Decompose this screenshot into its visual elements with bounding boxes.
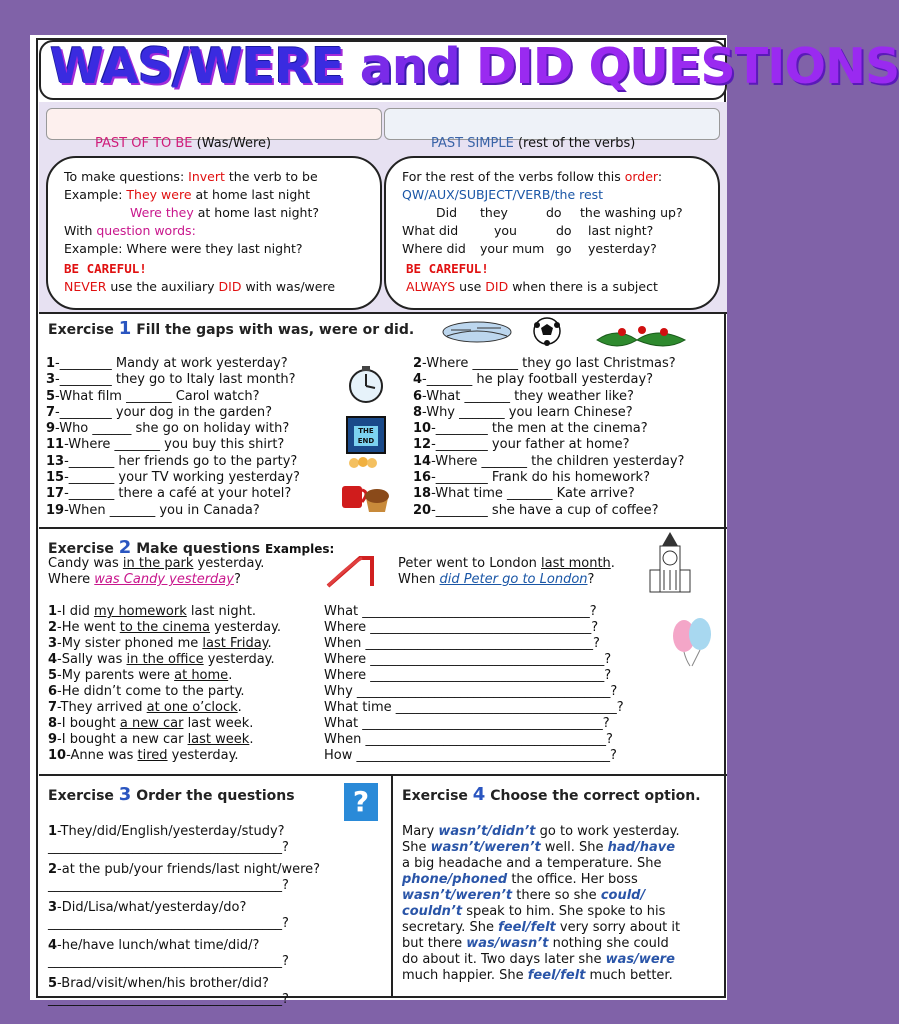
item-text: -I bought a new car — [57, 732, 188, 747]
example-question: When did Peter go to London? — [398, 572, 595, 587]
exercise-1-item — [46, 454, 300, 470]
exercise-2-statement — [48, 716, 281, 732]
answer-line: What ___________________________________? — [324, 604, 597, 619]
title-part-did-questions: DID QUESTIONS — [475, 38, 899, 95]
holly-icon — [592, 320, 692, 350]
exercise-1-heading: Exercise 1 Fill the gaps with was, were or did. — [48, 318, 415, 339]
exercise-3-heading: Exercise 3 Order the questions — [48, 784, 295, 805]
item-text: yesterday. — [210, 620, 282, 635]
item-text: -What time _______ Kate arrive? — [431, 486, 635, 502]
rule-line: NEVER use the auxiliary DID with was/were — [64, 279, 336, 294]
item-number: 10 — [48, 748, 67, 763]
option-choice: was/were — [605, 952, 675, 967]
item-text: -________ Mandy at work yesterday? — [55, 356, 288, 371]
item-text: -Anne was — [66, 748, 138, 763]
example-row: What did you do last night? — [402, 223, 654, 238]
exercise-3-item — [48, 824, 320, 840]
item-text: yesterday. — [167, 748, 239, 763]
exercise-1-item — [46, 470, 300, 486]
item-text: -at the pub/your friends/last night/were? — [57, 862, 321, 877]
answer-line: ____________________________________? — [48, 878, 289, 893]
underlined-part: last week — [187, 732, 250, 747]
item-number: 17 — [46, 486, 65, 502]
passage-line — [402, 968, 680, 984]
passage-line — [402, 920, 680, 936]
item-number: 4 — [413, 372, 423, 388]
item-text: last night. — [186, 604, 257, 619]
item-text: -I bought — [57, 716, 120, 731]
title-part-was-were: WAS/WERE — [50, 38, 344, 95]
word-order-formula: QW/AUX/SUBJECT/VERB/the rest — [402, 187, 604, 202]
item-text: -________ Frank do his homework? — [431, 470, 650, 486]
exercise-3-items — [48, 824, 320, 1014]
item-number: 4 — [48, 652, 58, 667]
passage-text: do about it. Two days later she — [402, 952, 606, 967]
item-text: -My sister phoned me — [57, 636, 203, 651]
header-rest: (rest of the verbs) — [513, 136, 636, 151]
exercise-2-statements — [48, 604, 281, 764]
passage-text: Mary — [402, 824, 439, 839]
option-choice: had/have — [607, 840, 676, 855]
exercise-1-item — [413, 405, 684, 421]
passage-line — [402, 904, 680, 920]
divider — [39, 774, 727, 776]
example-statement: Peter went to London last month. — [398, 556, 615, 571]
item-number: 2 — [48, 620, 58, 635]
exercise-2-statement — [48, 748, 281, 764]
passage-line — [402, 856, 680, 872]
option-choice: wasn’t/didn’t — [438, 824, 536, 839]
item-text: -Did/Lisa/what/yesterday/do? — [57, 900, 247, 915]
past-simple-rules — [402, 168, 683, 296]
option-choice: could/ — [600, 888, 646, 903]
underlined-part: my homework — [93, 604, 187, 619]
item-number: 3 — [46, 372, 56, 388]
underlined-part: at home — [174, 668, 229, 683]
passage-line — [402, 824, 680, 840]
item-number: 5 — [46, 388, 56, 404]
rule-line: To make questions: Invert the verb to be — [64, 169, 318, 184]
option-choice: was/wasn’t — [466, 936, 549, 951]
passage-text: the office. Her boss — [507, 872, 638, 887]
answer-line: What _____________________________________? — [324, 716, 610, 731]
passage-text: She — [402, 840, 431, 855]
passage-text: a big headache and a temperature. She — [402, 856, 662, 871]
exercise-1-item — [413, 486, 684, 502]
exercise-2-heading: Exercise 2 Make questions Examples: — [48, 537, 335, 558]
answer-line: When ___________________________________? — [324, 636, 600, 651]
item-text: -Where _______ the children yesterday? — [431, 453, 685, 469]
item-number: 5 — [48, 668, 58, 683]
item-text: -________ the men at the cinema? — [431, 421, 648, 437]
item-text: -When _______ you in Canada? — [64, 502, 260, 518]
item-number: 1 — [46, 356, 56, 371]
item-text: -_______ her friends go to the party? — [64, 453, 298, 469]
item-text: -________ your father at home? — [431, 437, 630, 453]
popcorn-icon — [346, 456, 380, 470]
item-number: 11 — [46, 437, 65, 453]
answer-line: When _____________________________________? — [324, 732, 613, 747]
question-mark-icon: ? — [344, 783, 378, 821]
item-text: -What _______ they weather like? — [422, 388, 634, 404]
title-part-and: and — [343, 38, 476, 95]
exercise-1-item — [413, 421, 684, 437]
passage-line — [402, 952, 680, 968]
exercise-1-item — [46, 503, 300, 519]
item-number: 13 — [46, 453, 65, 469]
page-title — [50, 38, 899, 95]
item-number: 3 — [48, 900, 58, 915]
film-end-text: THE END — [354, 426, 378, 446]
exercise-1-item — [46, 389, 300, 405]
passage-text: there so she — [512, 888, 601, 903]
item-number: 20 — [413, 502, 432, 518]
header-keyword: PAST OF TO BE — [95, 136, 193, 151]
divider — [39, 312, 727, 314]
be-careful-warning: BE CAREFUL! — [406, 261, 489, 276]
item-number: 14 — [413, 453, 432, 469]
option-choice: wasn’t/weren’t — [430, 840, 541, 855]
exercise-1-item — [413, 372, 684, 388]
underlined-part: in the office — [126, 652, 204, 667]
answer-line: Where ____________________________________? — [324, 668, 612, 683]
passage-text: speak to him. She spoke to his — [462, 904, 666, 919]
passage-text: much better. — [585, 968, 673, 983]
item-text: . — [267, 636, 272, 651]
item-text: -He didn’t come to the party. — [57, 684, 245, 699]
balloons-icon — [670, 614, 714, 668]
was-were-rules — [64, 168, 335, 296]
item-text: -I did — [57, 604, 94, 619]
divider — [39, 527, 727, 529]
item-text: -_______ your TV working yesterday? — [64, 470, 300, 486]
exercise-1-item — [46, 421, 300, 437]
underlined-part: at one o’clock — [146, 700, 238, 715]
underlined-part: last Friday — [202, 636, 268, 651]
header-keyword: PAST SIMPLE — [431, 136, 514, 151]
stopwatch-icon — [344, 364, 390, 404]
item-text: -_______ there a café at your hotel? — [64, 486, 292, 502]
item-text: -Sally was — [57, 652, 127, 667]
item-number: 8 — [413, 404, 423, 420]
exercise-3-item — [48, 862, 320, 878]
item-number: 5 — [48, 976, 58, 991]
exercise-1-item — [413, 503, 684, 519]
item-number: 9 — [46, 421, 56, 437]
option-choice: phone/phoned — [402, 872, 508, 887]
item-number: 2 — [413, 356, 423, 371]
exercise-2-questions — [324, 604, 624, 764]
passage-text: secretary. She — [402, 920, 499, 935]
item-number: 1 — [48, 604, 58, 619]
exercise-3-item — [48, 900, 320, 916]
coffee-muffin-icon — [340, 478, 392, 514]
answer-line: Where __________________________________? — [324, 620, 599, 635]
item-text: -Why _______ you learn Chinese? — [422, 404, 633, 420]
item-number: 4 — [48, 938, 58, 953]
answer-line: Where ____________________________________? — [324, 652, 612, 667]
item-number: 9 — [48, 732, 58, 747]
answer-line: How _______________________________________? — [324, 748, 617, 763]
answer-line: What time __________________________________? — [324, 700, 624, 715]
item-number: 12 — [413, 437, 432, 453]
exercise-4-heading: Exercise 4 Choose the correct option. — [402, 784, 701, 805]
exercise-2-statement — [48, 636, 281, 652]
passage-line — [402, 888, 680, 904]
item-text: -What film _______ Carol watch? — [55, 388, 260, 404]
exercise-3-item — [48, 938, 320, 954]
exercise-2-statement — [48, 684, 281, 700]
item-text: -________ she have a cup of coffee? — [431, 502, 659, 518]
exercise-1-right-column — [413, 356, 684, 519]
passage-text: go to work yesterday. — [535, 824, 680, 839]
exercise-2-statement — [48, 620, 281, 636]
exercise-1-item — [46, 372, 300, 388]
item-number: 16 — [413, 470, 432, 486]
exercise-1-item — [413, 389, 684, 405]
example-question: Where was Candy yesterday? — [48, 572, 241, 587]
exercise-2-statement — [48, 652, 281, 668]
answer-line: ____________________________________? — [48, 954, 289, 969]
passage-line — [402, 840, 680, 856]
passage-text: very sorry about it — [555, 920, 681, 935]
exercise-1-item — [46, 437, 300, 453]
football-icon — [532, 316, 562, 346]
rule-line: For the rest of the verbs follow this order: — [402, 169, 663, 184]
answer-line: ____________________________________? — [48, 992, 289, 1007]
item-number: 8 — [48, 716, 58, 731]
slide-icon — [324, 552, 380, 588]
rule-line: Example: They were at home last night — [64, 187, 311, 202]
exercise-2-statement — [48, 604, 281, 620]
example-statement: Candy was in the park yesterday. — [48, 556, 265, 571]
past-to-be-header — [95, 136, 271, 151]
exercise-1-item — [413, 356, 684, 372]
item-number: 10 — [413, 421, 432, 437]
item-text: -My parents were — [57, 668, 175, 683]
passage-line — [402, 872, 680, 888]
item-text: -________ your dog in the garden? — [55, 404, 272, 420]
rule-line: Were they at home last night? — [130, 205, 319, 220]
item-number: 19 — [46, 502, 65, 518]
item-text: yesterday. — [203, 652, 275, 667]
exercise-4-text — [402, 824, 680, 984]
exercise-1-item — [46, 356, 300, 372]
exercise-3-item — [48, 976, 320, 992]
header-rest: (Was/Were) — [192, 136, 272, 151]
answer-line: Why _______________________________________? — [324, 684, 618, 699]
item-text: . — [237, 700, 242, 715]
exercise-1-left-column — [46, 356, 300, 519]
exercise-1-item — [46, 405, 300, 421]
answer-line: ____________________________________? — [48, 840, 289, 855]
item-text: last week. — [183, 716, 254, 731]
item-number: 6 — [413, 388, 423, 404]
option-choice: couldn’t — [402, 904, 463, 919]
rule-line: With question words: — [64, 223, 196, 238]
passage-line — [402, 936, 680, 952]
exercise-1-item — [46, 486, 300, 502]
passage-text: but there — [402, 936, 467, 951]
option-choice: feel/felt — [527, 968, 586, 983]
cloudy-sun-icon — [437, 318, 515, 346]
item-number: 15 — [46, 470, 65, 486]
item-text: -Where _______ they go last Christmas? — [422, 356, 676, 371]
passage-text: much happier. She — [402, 968, 528, 983]
rule-line: ALWAYS use DID when there is a subject — [406, 279, 658, 294]
item-text: -They arrived — [57, 700, 147, 715]
passage-text: well. She — [540, 840, 608, 855]
example-row: Where did your mum go yesterday? — [402, 241, 657, 256]
answer-line: ____________________________________? — [48, 916, 289, 931]
divider-vertical — [391, 776, 393, 998]
passage-text: nothing she could — [548, 936, 669, 951]
item-text: -He went — [57, 620, 120, 635]
option-choice: feel/felt — [498, 920, 556, 935]
exercise-2-statement — [48, 700, 281, 716]
item-text: -They/did/English/yesterday/study? — [57, 824, 285, 839]
item-text: -________ they go to Italy last month? — [55, 372, 296, 388]
past-simple-header — [431, 136, 635, 151]
rule-line: Example: Where were they last night? — [64, 241, 303, 256]
exercise-2-statement — [48, 732, 281, 748]
underlined-part: to the cinema — [119, 620, 211, 635]
exercise-2-statement — [48, 668, 281, 684]
option-choice: wasn’t/weren’t — [402, 888, 513, 903]
item-number: 3 — [48, 636, 58, 651]
exercise-1-item — [413, 437, 684, 453]
item-number: 7 — [46, 404, 56, 420]
example-row: Did they do the washing up? — [436, 205, 683, 220]
item-text: -he/have lunch/what time/did/? — [57, 938, 260, 953]
exercise-1-item — [413, 454, 684, 470]
film-end-icon — [346, 416, 386, 454]
item-text: -Brad/visit/when/his brother/did? — [57, 976, 269, 991]
be-careful-warning: BE CAREFUL! — [64, 261, 147, 276]
item-number: 2 — [48, 862, 58, 877]
item-text: . — [228, 668, 233, 683]
item-text: -_______ he play football yesterday? — [422, 372, 654, 388]
item-number: 1 — [48, 824, 58, 839]
item-text: -Who ______ she go on holiday with? — [55, 421, 290, 437]
item-number: 6 — [48, 684, 58, 699]
underlined-part: a new car — [119, 716, 184, 731]
big-ben-icon — [646, 530, 694, 594]
exercise-1-item — [413, 470, 684, 486]
item-number: 7 — [48, 700, 58, 715]
item-number: 18 — [413, 486, 432, 502]
underlined-part: tired — [137, 748, 168, 763]
item-text: -Where _______ you buy this shirt? — [64, 437, 285, 453]
item-text: . — [249, 732, 254, 747]
